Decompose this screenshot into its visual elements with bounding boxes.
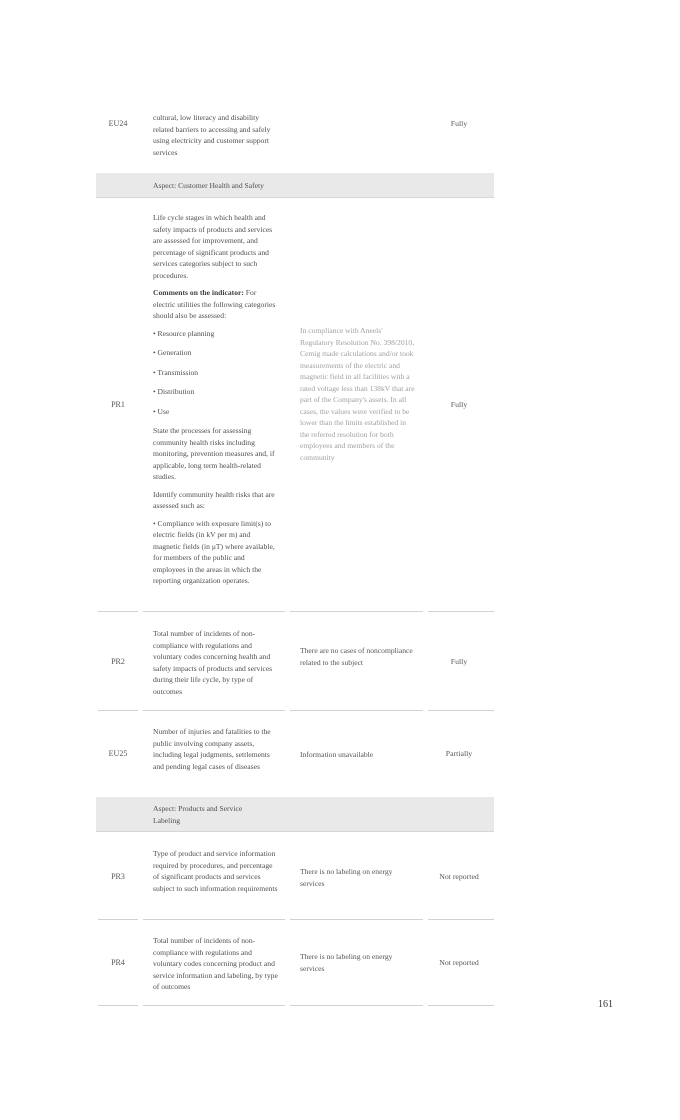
report-status: Not reported: [439, 872, 479, 881]
indicator-code: EU25: [108, 749, 128, 758]
indicator-code: PR3: [111, 872, 125, 881]
description-paragraph: Identify community health risks that are assessed such as:: [153, 489, 275, 510]
report-status: Fully: [450, 119, 468, 128]
row-divider: [98, 611, 138, 612]
row-divider: [290, 919, 423, 920]
row-divider: [290, 1005, 423, 1006]
aspect-header-health-safety: [96, 173, 494, 197]
row-divider: [143, 919, 285, 920]
row-divider: [143, 710, 285, 711]
aspect-label: Aspect: Products and Service Labeling: [153, 804, 243, 825]
management-response: In compliance with Aneels' Regulatory Resolution No. 398/2010, Cemig made calculations and/or took measurements of the electric and magnetic field in all facilities with a rated voltage less than 138kV that are part of the Company's assets. In all cases, the values were verified to be lower than the limits established in the referred resolution for both employees and members of the community: [300, 326, 415, 462]
indicator-code: PR2: [111, 657, 125, 666]
table-row-pr4: [96, 935, 494, 993]
table-row-pr2: [96, 628, 494, 698]
comments-label: Comments on the indicator:: [153, 288, 244, 297]
row-divider: [428, 1005, 494, 1006]
bullet-transmission: • Transmission: [153, 367, 199, 377]
table-row-pr1: [96, 210, 494, 610]
indicator-description: [153, 212, 279, 587]
row-divider: [290, 611, 423, 612]
row-divider: [96, 831, 494, 832]
description-paragraph: Life cycle stages in which health and safety impacts of products and services are assessed for improvement, and percentage of significant products and services categories subject to such procedures.: [153, 213, 273, 280]
bullet-use: • Use: [153, 406, 170, 416]
aspect-header-labeling: [96, 797, 494, 831]
row-divider: [98, 1005, 138, 1006]
page-number: 161: [598, 999, 613, 1010]
report-status: Partially: [445, 749, 473, 758]
report-status: Fully: [450, 657, 468, 666]
comments-paragraph: [153, 287, 279, 322]
indicator-description: Total number of incidents of non-compliance with regulations and voluntary codes concerning product and service information and labeling, by type of outcomes: [153, 936, 278, 991]
row-divider: [428, 710, 494, 711]
management-response: There is no labeling on energy services: [300, 867, 393, 888]
bullet-generation: • Generation: [153, 348, 192, 357]
table-row-eu25: [96, 726, 494, 786]
aspect-label: Aspect: Customer Health and Safety: [153, 181, 264, 190]
bullet-resource-planning: • Resource planning: [153, 328, 215, 338]
row-divider: [96, 197, 494, 198]
table-row-eu24: [96, 112, 494, 168]
description-paragraph: • Compliance with exposure limit(s) to electric fields (in kV per m) and magnetic fields (in μT) where available, for members of the public and employees in the areas in which the reporting organization operates.: [153, 518, 275, 585]
comments-text: For electric utilities the following categories should also be assessed:: [153, 288, 276, 320]
description-paragraph: State the processes for assessing community health risks including monitoring, prevention measures and, if applicable, long term health-related studies.: [153, 426, 275, 481]
management-response: There are no cases of noncompliance related to the subject: [300, 646, 413, 667]
indicator-code: PR1: [111, 400, 125, 409]
row-divider: [98, 919, 138, 920]
indicator-code: EU24: [108, 119, 128, 128]
row-divider: [428, 611, 494, 612]
indicator-description: Number of injuries and fatalities to the public involving company assets, including legal judgments, settlements and pending legal cases of diseases: [153, 727, 271, 771]
indicator-description: Type of product and service information required by procedures, and percentage of significant products and services subject to such information requirements: [153, 849, 278, 893]
indicator-description: Total number of incidents of non-compliance with regulations and voluntary codes concerning health and safety impacts of products and services during their life cycle, by type of outcomes: [153, 629, 273, 696]
table-row-pr3: [96, 848, 494, 908]
report-status: Fully: [450, 400, 468, 409]
row-divider: [290, 710, 423, 711]
row-divider: [428, 919, 494, 920]
indicator-code: PR4: [111, 958, 125, 967]
report-status: Not reported: [439, 958, 479, 967]
row-divider: [98, 710, 138, 711]
bullet-distribution: • Distribution: [153, 387, 195, 396]
row-divider: [143, 611, 285, 612]
row-divider: [143, 1005, 285, 1006]
management-response: There is no labeling on energy services: [300, 952, 393, 973]
management-response: Information unavailable: [300, 750, 374, 759]
indicator-description: cultural, low literacy and disability related barriers to accessing and safely using electricity and customer support services: [153, 113, 271, 157]
